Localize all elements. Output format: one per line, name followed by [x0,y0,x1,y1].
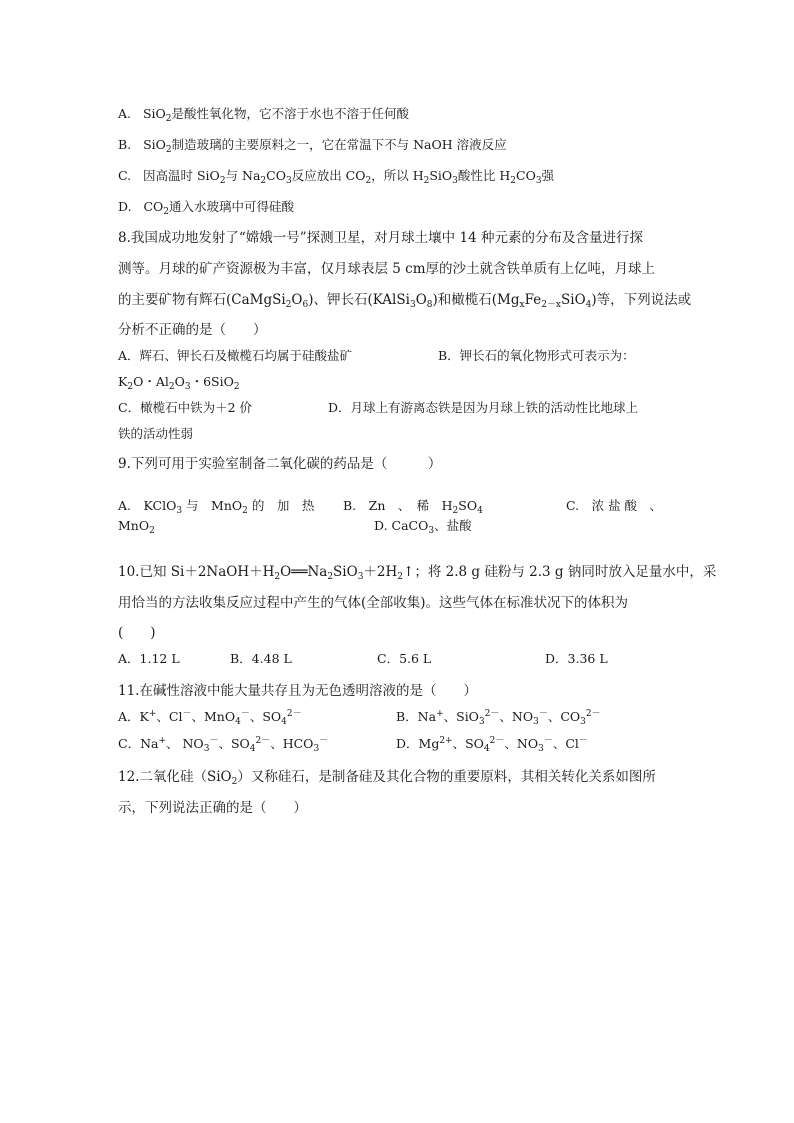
q9-option-b: B. Zn 、 稀 $H_2SO_4$ [343,498,483,516]
q8-stem-line1: 8.我国成功地发射了“嫦娥一号”探测卫星，对月球土壤中 14 种元素的分布及含量进行探 [118,230,643,246]
q8-option-row1 [118,346,678,366]
q11-option-b: B．Na+、SiO$_3^{2-}$、$NO_3^-$、$CO_3^{2-}$ [396,709,601,727]
q9-option-c-cont: MnO$_2$ [118,518,155,536]
q9-stem: 9.下列可用于实验室制备二氧化碳的药品是（ ） [118,456,442,472]
q7-option-c: C. 因高温时 SiO$_2$与 $Na_2CO_3$反应放出 $CO_2$，所以 $H_2SiO_3$酸性比 $H_2CO_3$强 [118,168,555,186]
q10-stem-line1: 10.已知 $Si+2NaOH+H_2O══Na_2SiO_3+2H_2↑$；将 2.8 g 硅粉与 2.3 g 钠同时放入足量水中，采 [118,564,717,582]
q11-option-c: C．Na+、 $NO_3^-$、$SO_4^{2-}$、$HCO_3^-$ [118,736,329,754]
q11-option-row2 [118,734,678,754]
q10-option-d: D．3.36 L [545,651,608,666]
q9-option-row1 [118,496,678,516]
q8-option-d: D．月球上有游离态铁是因为月球上铁的活动性比地球上 [328,400,639,415]
q8-stem-line3: 的主要矿物有辉石$(CaMgSi_2O_6)$、钾长石$(KAlSi_3O_8)$和橄榄石$(Mg_xFe_{2-x}SiO_4)$等，下列说法或 [118,292,692,310]
q9-option-c: C. 浓 盐 酸 、 [566,498,663,513]
q10-option-c: C．5.6 L [377,651,432,666]
q7-option-a: A. SiO$_2$是酸性氧化物，它不溶于水也不溶于任何酸 [118,106,409,124]
q11-option-a: A．K+、Cl－、MnO$_4$－、$SO_4^{2-}$ [118,709,302,727]
q12-stem-line2: 示，下列说法正确的是（ ） [118,800,307,816]
q11-option-d: D．$Mg^{2+}$、$SO_4^{2-}$、$NO_3^-$、Cl－ [396,736,588,754]
q11-option-row1 [118,707,678,727]
q7-option-d: D. $CO_2$通入水玻璃中可得硅酸 [118,199,295,217]
q7-option-b: B. SiO$_2$制造玻璃的主要原料之一，它在常温下不与 NaOH 溶液反应 [118,137,507,155]
q10-stem-line2: 用恰当的方法收集反应过程中产生的气体(全部收集)。这些气体在标准状况下的体积为 [118,595,629,611]
q8-option-b: B．钾长石的氧化物形式可表示为： [438,348,635,363]
q8-option-row2 [118,398,678,418]
q11-stem: 11.在碱性溶液中能大量共存且为无色透明溶液的是（ ） [118,683,477,699]
q10-option-b: B．4.48 L [230,651,292,666]
q10-options [118,649,678,669]
q8-option-c: C．橄榄石中铁为＋2 价 [118,400,252,415]
q8-stem-line4: 分析不正确的是（ ） [118,322,267,338]
q8-option-a: A．辉石、钾长石及橄榄石均属于硅酸盐矿 [118,348,353,363]
q8-stem-line2: 测等。月球的矿产资源极为丰富，仅月球表层 5 cm厚的沙土就含铁单质有上亿吨，月球上 [118,261,656,277]
q9-option-row2 [118,516,678,536]
q8-option-b-cont: $K_2O$・$Al_2O_3$・6SiO$_2$ [118,374,240,392]
q9-option-a: A. KClO$_3$ 与 MnO$_2$ 的 加 热 [118,498,315,516]
q10-stem-line3: ( ) [118,625,156,641]
q10-option-a: A．1.12 L [118,651,180,666]
q12-stem-line1: 12.二氧化硅（SiO$_2$）又称硅石，是制备硅及其化合物的重要原料，其相关转化关系如图所 [118,769,656,787]
q9-option-d: D. CaCO$_3$、盐酸 [374,518,472,536]
q8-option-d-cont: 铁的活动性弱 [118,426,194,441]
